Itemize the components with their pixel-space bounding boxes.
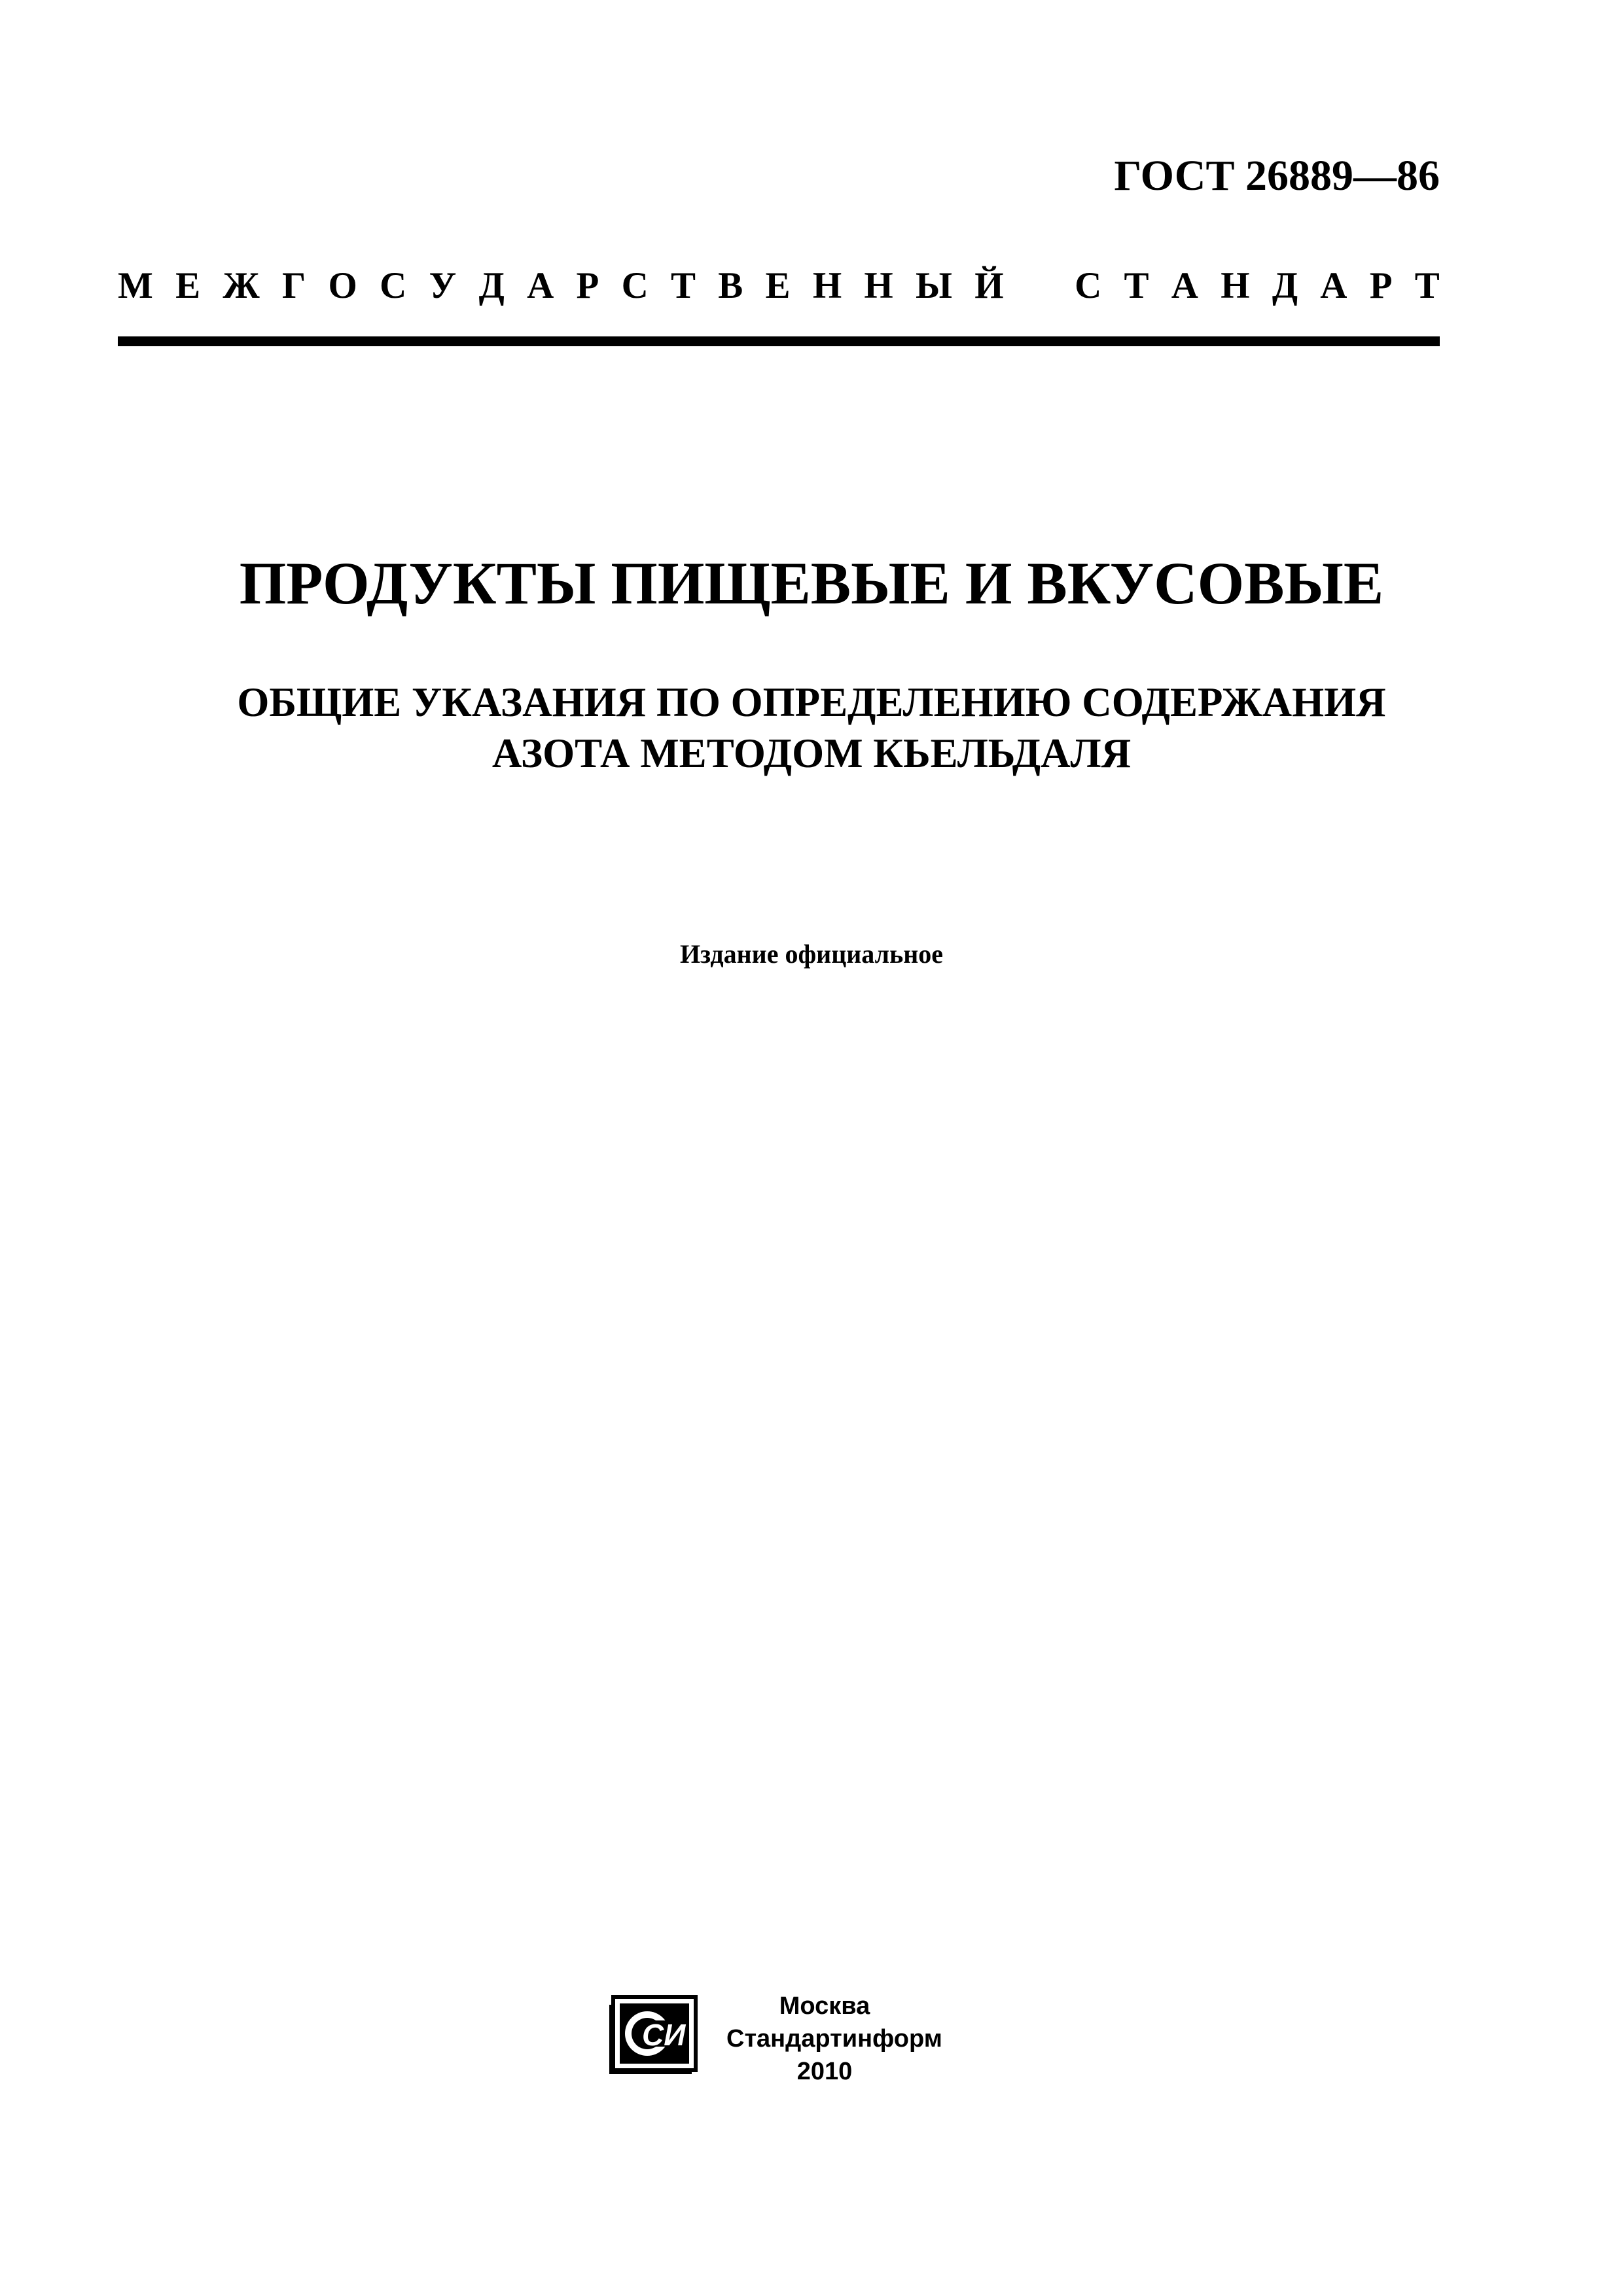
document-subtitle-line-1: ОБЩИЕ УКАЗАНИЯ ПО ОПРЕДЕЛЕНИЮ СОДЕРЖАНИЯ: [237, 679, 1386, 725]
standard-label: [118, 267, 1440, 304]
standard-label-letter: А: [1320, 265, 1347, 306]
word-gap: [1026, 267, 1052, 304]
publication-year: 2010: [796, 2058, 853, 2085]
publisher-city: Москва: [779, 1992, 870, 2020]
standard-label-letter: Д: [1272, 265, 1298, 306]
standard-label-letter: Д: [478, 265, 505, 306]
standard-label-letter: Т: [1124, 265, 1149, 306]
standard-label-letter: О: [328, 265, 357, 306]
logo-text: СИ: [642, 2018, 686, 2052]
standard-label-letter: Н: [864, 265, 893, 306]
edition-note: Издание официальное: [679, 939, 944, 969]
standard-label-letter: У: [429, 265, 457, 306]
document-subtitle-line-2: АЗОТА МЕТОДОМ КЬЕЛЬДАЛЯ: [491, 730, 1132, 776]
publisher-name: Стандартинформ: [726, 2025, 942, 2053]
standard-label-letter: Р: [576, 265, 599, 306]
standard-label-letter: В: [718, 265, 743, 306]
publisher-block: [726, 1990, 942, 2088]
standard-label-letter: Ы: [916, 265, 952, 306]
standard-label-letter: Ж: [223, 265, 260, 306]
standard-label-letter: Н: [1221, 265, 1250, 306]
standard-label-letter: С: [380, 265, 407, 306]
gost-number: ГОСТ 26889—86: [1114, 152, 1440, 200]
standard-label-letter: М: [118, 265, 153, 306]
standard-label-letter: А: [1171, 265, 1198, 306]
standard-label-letter: Р: [1369, 265, 1393, 306]
standard-label-letter: А: [527, 265, 554, 306]
header-divider: [118, 336, 1440, 346]
standartinform-logo-icon: [605, 1993, 704, 2078]
standard-label-letter: Е: [175, 265, 201, 306]
standard-label-letter: Т: [1414, 265, 1440, 306]
standard-label-letter: С: [621, 265, 649, 306]
standard-label-letter: Т: [670, 265, 696, 306]
standard-label-letter: Й: [974, 265, 1004, 306]
standard-label-letter: Г: [281, 265, 306, 306]
standard-label-letter: Н: [812, 265, 842, 306]
standard-label-letter: С: [1075, 265, 1102, 306]
document-title: ПРОДУКТЫ ПИЩЕВЫЕ И ВКУСОВЫЕ: [239, 550, 1384, 617]
standard-label-letter: Е: [765, 265, 791, 306]
